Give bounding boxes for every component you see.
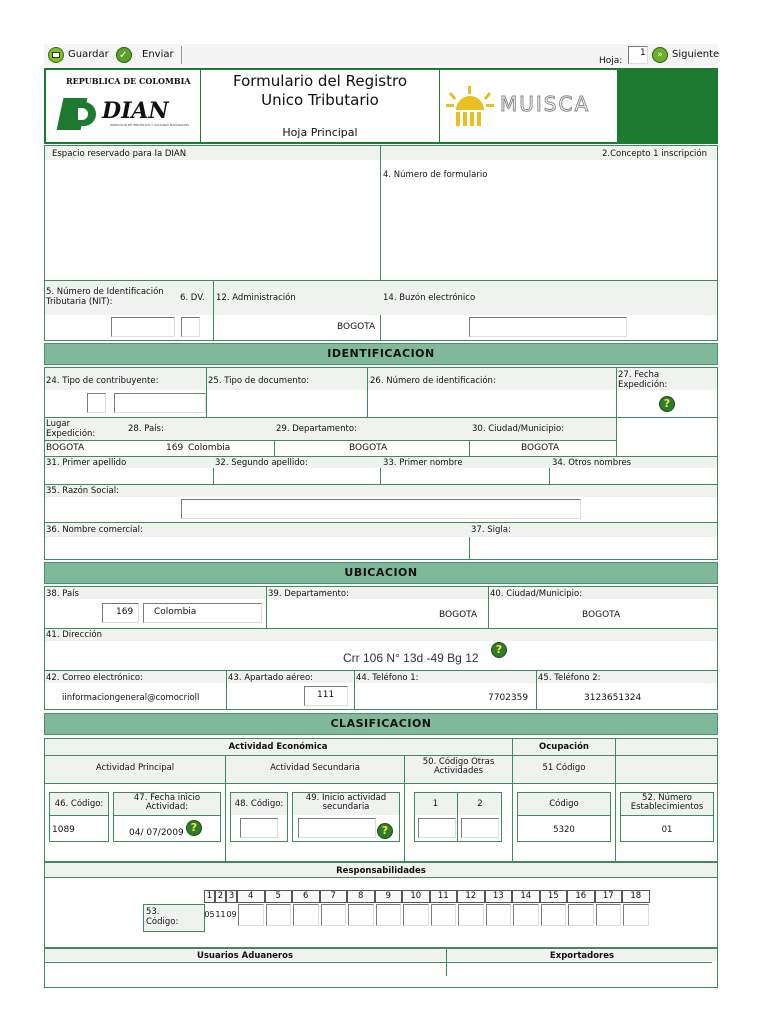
responsibility-code-input[interactable]	[623, 904, 649, 926]
business-name-input[interactable]	[181, 499, 581, 519]
help-icon[interactable]: ?	[491, 642, 507, 658]
form-title: Formulario del Registro Unico Tributario	[233, 72, 407, 109]
responsibility-column-header: 8	[347, 890, 375, 903]
responsibility-column-header: 9	[375, 890, 403, 903]
po-box-input[interactable]: 111	[304, 686, 348, 706]
identificacion-header: IDENTIFICACION	[44, 343, 718, 365]
help-icon[interactable]: ?	[659, 396, 675, 412]
responsibility-column-header: 11	[430, 890, 458, 903]
other-activity-1-input[interactable]	[418, 818, 456, 838]
help-icon[interactable]: ?	[377, 823, 393, 839]
secondary-start-input[interactable]	[298, 818, 376, 838]
address-value: Crr 106 N° 13d -49 Bg 12	[343, 651, 479, 665]
responsibility-column-header: 14	[512, 890, 540, 903]
send-icon: ✓	[116, 47, 132, 63]
responsibility-column-header: 7	[320, 890, 348, 903]
dv-input[interactable]	[181, 317, 200, 337]
responsibility-column-header: 3	[226, 890, 237, 903]
responsibilities-grid	[204, 890, 670, 934]
responsibility-column-header: 18	[622, 890, 650, 903]
responsibility-code-value: 05	[204, 910, 215, 919]
sheet-label: Hoja:	[599, 56, 623, 66]
muisca-logo: MUISCA	[442, 80, 616, 132]
responsibility-code-input[interactable]	[293, 904, 319, 926]
country-name-input[interactable]: Colombia	[143, 603, 262, 623]
responsibility-column-header: 5	[265, 890, 293, 903]
responsibility-code-input[interactable]	[348, 904, 374, 926]
responsibility-code-value: 11	[215, 910, 226, 919]
responsibility-code-input[interactable]	[238, 904, 264, 926]
responsibility-code-input[interactable]	[321, 904, 347, 926]
mailbox-input[interactable]	[469, 317, 627, 337]
responsibility-code-input[interactable]	[458, 904, 484, 926]
responsibility-column-header: 1	[204, 890, 215, 903]
send-button[interactable]: ✓ Enviar	[114, 46, 182, 64]
next-arrow-icon: »	[652, 47, 668, 63]
secondary-code-input[interactable]	[240, 818, 278, 838]
form-subtitle: Hoja Principal	[282, 126, 358, 139]
responsibility-code-input[interactable]	[266, 904, 292, 926]
dian-logo: DIAN DIRECCION DE IMPUESTOS Y ADUANAS NACIONALES	[60, 96, 190, 132]
responsibility-code-input[interactable]	[596, 904, 622, 926]
taxpayer-type-input[interactable]	[87, 393, 106, 413]
sheet-number-input[interactable]: 1	[628, 46, 648, 64]
nit-input[interactable]	[111, 317, 175, 337]
responsibility-code-input[interactable]	[431, 904, 457, 926]
help-icon[interactable]: ?	[186, 820, 202, 836]
responsibility-code-input[interactable]	[541, 904, 567, 926]
responsibility-column-header: 17	[595, 890, 623, 903]
responsibility-code-value: 09	[226, 910, 237, 919]
responsibility-code-input[interactable]	[513, 904, 539, 926]
save-button[interactable]: Guardar	[46, 46, 110, 64]
save-icon	[48, 47, 64, 63]
responsibility-code-input[interactable]	[403, 904, 429, 926]
header-color-box	[618, 69, 717, 143]
responsibility-column-header: 4	[237, 890, 265, 903]
responsibility-column-header: 13	[485, 890, 513, 903]
responsibility-code-input[interactable]	[376, 904, 402, 926]
responsibility-column-header: 15	[540, 890, 568, 903]
responsibility-column-header: 6	[292, 890, 320, 903]
republic-label: REPUBLICA DE COLOMBIA	[66, 76, 191, 86]
responsibility-code-input[interactable]	[486, 904, 512, 926]
document-type-input[interactable]	[114, 393, 206, 413]
other-activity-2-input[interactable]	[461, 818, 499, 838]
responsibility-column-header: 2	[215, 890, 226, 903]
country-code-input[interactable]: 169	[102, 603, 139, 623]
next-button[interactable]: » Siguiente	[652, 46, 718, 64]
responsibility-column-header: 10	[402, 890, 430, 903]
responsibility-column-header: 12	[457, 890, 485, 903]
ubicacion-header: UBICACION	[44, 562, 718, 584]
sun-icon	[446, 86, 494, 128]
responsibility-column-header: 16	[567, 890, 595, 903]
responsibility-code-input[interactable]	[568, 904, 594, 926]
clasificacion-header: CLASIFICACION	[44, 713, 718, 735]
